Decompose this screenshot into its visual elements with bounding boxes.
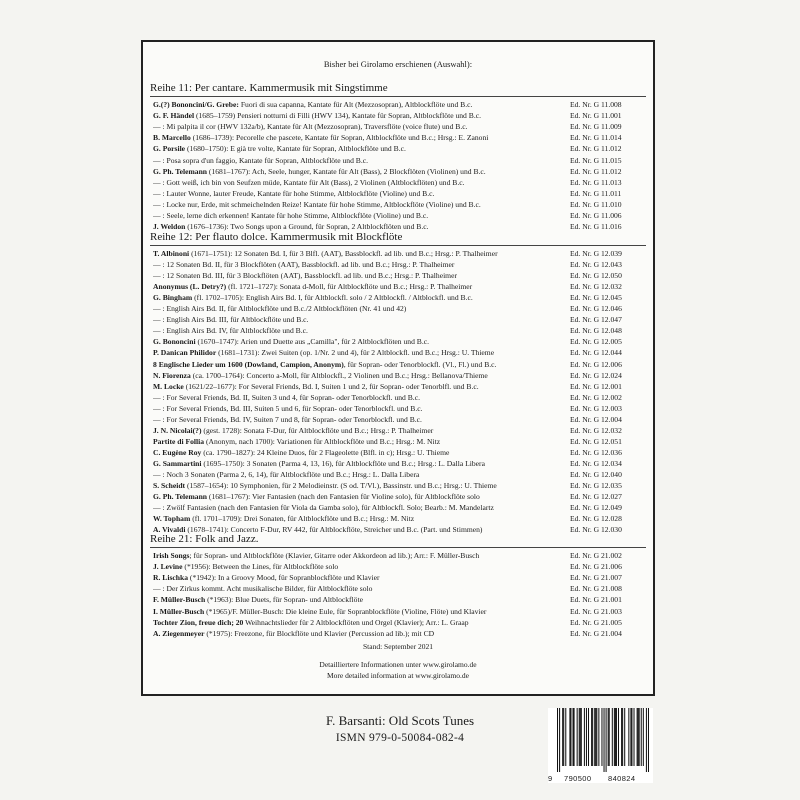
entry-work: — : Posa sopra d'un faggio, Kantate für Sopran, Altblockflöte und B.c. <box>153 155 369 165</box>
barcode-bar <box>577 708 578 766</box>
entry-description <box>153 436 568 447</box>
entry-description <box>153 491 568 502</box>
catalog-entry <box>153 403 644 414</box>
catalog-entry <box>153 166 644 177</box>
entry-work: — : 12 Sonaten Bd. III, für 3 Blockflöten (AAT), Bassblockfl. ad lib. und B.c.; Hrsg.: P. Thalheimer <box>153 271 457 281</box>
edition-number: Ed. Nr. G 21.005 <box>570 617 622 627</box>
entry-work: (fl. 1702–1705): English Airs Bd. I, für Altblockfl. solo / 2 Altblockfl. / Altblockfl. und B.c. <box>192 293 473 303</box>
edition-number: Ed. Nr. G 12.051 <box>570 436 622 446</box>
catalog-entry <box>153 347 644 358</box>
barcode-bar <box>565 708 566 766</box>
edition-number: Ed. Nr. G 11.014 <box>570 133 622 143</box>
edition-number: Ed. Nr. G 21.002 <box>570 551 622 560</box>
catalog-entry <box>153 110 644 121</box>
edition-number: Ed. Nr. G 12.035 <box>570 481 622 491</box>
entry-work: — : Noch 3 Sonaten (Parma 2, 6, 14), für Altblockflöte und B.c.; Hrsg.: L. Dalla Libera <box>153 470 420 479</box>
catalog-entry <box>153 132 644 143</box>
info-link-en[interactable]: More detailed information at www.girolamo.de <box>327 671 469 680</box>
catalog-entry <box>153 572 644 583</box>
barcode-bar <box>580 708 581 766</box>
entry-description <box>153 143 568 154</box>
entry-description <box>153 166 568 177</box>
entry-description <box>153 561 568 572</box>
catalog-entry <box>153 550 644 561</box>
barcode-bar <box>581 708 582 766</box>
barcode-bar <box>641 708 642 766</box>
barcode-bar <box>612 708 613 766</box>
entry-work: — : Seele, lerne dich erkennen! Kantate für hohe Stimme, Altblockflöte (Violine) und B.c. <box>153 211 429 220</box>
barcode-bar <box>591 708 592 766</box>
edition-number: Ed. Nr. G 12.044 <box>570 348 622 358</box>
entry-description <box>153 425 568 436</box>
entry-description <box>153 199 568 210</box>
barcode-bar <box>614 708 615 766</box>
entry-description <box>153 594 568 605</box>
barcode-bar <box>592 708 593 766</box>
catalog-entry <box>153 594 644 605</box>
barcode-bar <box>637 708 638 766</box>
edition-number: Ed. Nr. G 12.045 <box>570 293 622 303</box>
catalog-entry <box>153 99 644 110</box>
info-link-de[interactable]: Detailliertere Informationen unter www.girolamo.de <box>319 660 477 669</box>
entry-composer: G.(?) Bononcini/G. Grebe: <box>153 100 239 109</box>
catalog-entry <box>153 292 644 303</box>
entry-work: (*1956): Between the Lines, für Altblockflöte solo <box>182 562 339 572</box>
catalog-entry <box>153 370 644 381</box>
barcode-bar <box>606 708 607 772</box>
entry-composer: Irish Songs <box>153 551 190 560</box>
catalog-entry <box>153 583 644 594</box>
entry-composer: S. Scheidt <box>153 481 186 491</box>
entry-composer: F. Müller-Busch <box>153 595 206 605</box>
edition-number: Ed. Nr. G 11.015 <box>570 155 622 165</box>
catalog-entry <box>153 143 644 154</box>
catalog-entry <box>153 561 644 572</box>
entry-description <box>153 270 568 281</box>
entry-work: (1681–1767): Ach, Seele, hunger, Kantate für Alt (Bass), 2 Blockflöten (Violinen) und B.c. <box>207 166 486 176</box>
edition-number: Ed. Nr. G 11.001 <box>570 111 622 121</box>
catalog-entry <box>153 502 644 513</box>
edition-number: Ed. Nr. G 12.047 <box>570 315 622 325</box>
entry-work: (*1942): In a Groovy Mood, für Sopranblockflöte und Klavier <box>188 573 380 583</box>
entry-composer: P. Danican Philidor <box>153 348 217 358</box>
edition-number: Ed. Nr. G 12.043 <box>570 260 622 270</box>
barcode-left-digits: 790500 <box>564 774 592 783</box>
barcode-bar <box>648 708 649 772</box>
intro-text: Bisher bei Girolamo erschienen (Auswahl): <box>323 59 473 69</box>
entry-description <box>153 572 568 583</box>
entry-work: Fuori di sua capanna, Kantate für Alt (Mezzosopran), Altblockflöte und B.c. <box>238 100 473 109</box>
entry-description <box>153 480 568 491</box>
barcode-bar <box>622 708 623 766</box>
entry-work: — : Locke nur, Erde, mit schmeichelnden Reize! Kantate für hohe Stimme, Altblockflöte (Violine) und B.c. <box>153 199 481 209</box>
entry-description <box>153 110 568 121</box>
entry-composer: G. Ph. Telemann <box>153 492 208 502</box>
edition-number: Ed. Nr. G 12.002 <box>570 392 622 402</box>
entry-description <box>153 447 568 458</box>
barcode-bar <box>569 708 570 766</box>
edition-number: Ed. Nr. G 11.011 <box>570 188 622 198</box>
entry-work: (1676–1736): Two Songs upon a Ground, für Sopran, 2 Altblockflöten und B.c. <box>185 222 429 232</box>
barcode-bar <box>631 708 632 766</box>
edition-number: Ed. Nr. G 11.006 <box>570 211 622 220</box>
entry-description <box>153 403 568 414</box>
edition-number: Ed. Nr. G 12.027 <box>570 492 622 502</box>
edition-number: Ed. Nr. G 12.028 <box>570 514 622 524</box>
entry-work: (fl. 1701–1709): Drei Sonaten, für Altblockflöte und B.c.; Hrsg.: M. Nitz <box>190 514 415 524</box>
catalog-entry <box>153 628 644 639</box>
catalog-entry <box>153 121 644 132</box>
catalog-entry <box>153 414 644 425</box>
entry-description <box>153 583 568 594</box>
entry-work: (1695–1750): 3 Sonaten (Parma 4, 13, 16), für Altblockflöte und B.c.; Hrsg.: L. Dalla Libera <box>201 458 485 468</box>
entry-work: — : Lauter Wonne, lauter Freude, Kantate für hohe Stimme, Altblockflöte (Violine) und B.c. <box>153 188 435 198</box>
barcode-bar <box>639 708 640 766</box>
entry-work: — : Der Zirkus kommt. Acht musikalische Bilder, für Altblockflöte solo <box>153 584 373 594</box>
barcode-bar <box>601 708 602 766</box>
barcode-bar <box>638 708 639 766</box>
entry-description <box>153 210 568 221</box>
barcode-bar <box>646 708 647 772</box>
stand-date: Stand: September 2021 <box>363 642 433 651</box>
edition-number: Ed. Nr. G 11.010 <box>570 199 622 209</box>
catalog-entry <box>153 617 644 628</box>
barcode-bar <box>596 708 597 766</box>
catalog-entry <box>153 458 644 469</box>
entry-composer: I. Müller-Busch <box>153 606 205 616</box>
barcode-bar <box>624 708 625 766</box>
entry-composer: A. Vivaldi <box>153 525 186 535</box>
edition-number: Ed. Nr. G 12.048 <box>570 326 622 336</box>
book-title: F. Barsanti: Old Scots Tunes <box>325 713 475 728</box>
entry-description <box>153 381 568 392</box>
entry-description <box>153 177 568 188</box>
catalog-entry <box>153 606 644 617</box>
entry-composer: J. Levine <box>153 562 183 572</box>
edition-number: Ed. Nr. G 12.034 <box>570 458 622 468</box>
entry-work: (*1963): Blue Duets, für Sopran- und Altblockflöte <box>205 595 363 605</box>
catalog-entry <box>153 381 644 392</box>
entry-work: (1686–1739): Pecorelle che pascete, Kantate für Sopran, Altblockflöte und B.c.; Hrsg.: E. Zanoni <box>190 133 489 143</box>
entry-description <box>153 303 568 314</box>
edition-number: Ed. Nr. G 12.005 <box>570 337 622 347</box>
entry-work: (gest. 1728): Sonata F-Dur, für Altblockflöte und B.c.; Hrsg.: P. Thalheimer <box>201 425 434 435</box>
barcode-first-digit: 9 <box>548 774 553 783</box>
edition-number: Ed. Nr. G 21.007 <box>570 573 622 583</box>
barcode-bar <box>562 708 563 766</box>
entry-work: (fl. 1721–1727): Sonata d-Moll, für Altblockflöte und B.c.; Hrsg.: P. Thalheimer <box>226 282 473 292</box>
barcode-bar <box>608 708 609 766</box>
catalog-entry <box>153 436 644 447</box>
entry-description <box>153 458 568 469</box>
catalog-entry <box>153 177 644 188</box>
barcode-right-digits: 840824 <box>608 774 636 783</box>
barcode-bar <box>616 708 617 766</box>
entry-description <box>153 550 568 561</box>
entry-description <box>153 132 568 143</box>
entry-work: — : For Several Friends, Bd. II, Suiten 3 und 4, für Sopran- oder Tenorblockfl. und B.c. <box>153 392 420 402</box>
entry-work: (1587–1654): 10 Symphonien, für 2 Melodieinstr. (S od. T/Vl.), Bassinstr. und B.c.; Hrsg.: U. Thieme <box>185 481 497 491</box>
catalog-entry <box>153 359 644 370</box>
entry-description <box>153 155 568 166</box>
edition-number: Ed. Nr. G 11.012 <box>570 166 622 176</box>
entry-work: — : For Several Friends, Bd. IV, Suiten 7 und 8, für Sopran- oder Tenorblockfl. und B.c. <box>153 414 422 424</box>
entry-work: (1678–1741): Concerto F-Dur, RV 442, für Altblockflöte, Streicher und B.c. (Part. und Stimmen) <box>185 525 483 535</box>
catalog-frame <box>141 40 655 696</box>
section-divider <box>150 96 646 97</box>
entry-description <box>153 292 568 303</box>
entry-composer: Partite di Follia <box>153 436 205 446</box>
entry-composer: 8 Englische Lieder um 1600 (Dowland, Campion, Anonym) <box>153 359 344 369</box>
catalog-entry <box>153 259 644 270</box>
catalog-entry <box>153 281 644 292</box>
entry-description <box>153 99 568 110</box>
barcode <box>548 708 653 783</box>
section-divider <box>150 547 646 548</box>
catalog-entry <box>153 270 644 281</box>
barcode-bar <box>618 708 619 766</box>
catalog-entry <box>153 491 644 502</box>
entry-composer: J. N. Nicolai(?) <box>153 425 202 435</box>
entry-work: (*1965)/F. Müller-Busch: Die kleine Eule, für Sopranblockflöte (Violine, Flöte) und Klavier <box>204 606 487 616</box>
edition-number: Ed. Nr. G 11.009 <box>570 122 622 132</box>
entry-work: (ca. 1700–1764): Concerto a-Moll, für Altblockfl., 2 Violinen und B.c.; Hrsg.: Bellanova/Thieme <box>190 370 488 380</box>
entry-description <box>153 469 568 480</box>
entry-work: , für Sopran- oder Tenorblockfl. (Vl., Fl.) und B.c. <box>343 359 497 369</box>
barcode-bar <box>579 708 580 766</box>
entry-description <box>153 359 568 370</box>
barcode-bar <box>609 708 610 766</box>
entry-description <box>153 628 568 639</box>
catalog-entry <box>153 199 644 210</box>
catalog-entry <box>153 336 644 347</box>
entry-description <box>153 259 568 270</box>
edition-number: Ed. Nr. G 12.036 <box>570 447 622 457</box>
entry-description <box>153 414 568 425</box>
barcode-bar <box>594 708 595 766</box>
catalog-entry <box>153 314 644 325</box>
entry-description <box>153 121 568 132</box>
isbn-number: ISMN 979-0-50084-082-4 <box>335 732 465 744</box>
barcode-bar <box>559 708 560 772</box>
entry-description <box>153 188 568 199</box>
entry-description <box>153 392 568 403</box>
catalog-entry <box>153 248 644 259</box>
edition-number: Ed. Nr. G 12.030 <box>570 525 622 535</box>
barcode-bars <box>557 708 649 772</box>
edition-number: Ed. Nr. G 21.001 <box>570 595 622 605</box>
edition-number: Ed. Nr. G 12.032 <box>570 425 622 435</box>
entry-work: — : 12 Sonaten Bd. II, für 3 Blockflöten (AAT), Bassblockfl. ad lib. und B.c.; Hrsg.: P. Thalheimer <box>153 260 455 270</box>
edition-number: Ed. Nr. G 12.049 <box>570 503 622 513</box>
entry-composer: G. Ph. Telemann <box>153 166 208 176</box>
barcode-bar <box>563 708 564 766</box>
section-title-reihe-12: Reihe 12: Per flauto dolce. Kammermusik mit Blockflöte <box>150 231 403 243</box>
edition-number: Ed. Nr. G 12.001 <box>570 381 622 391</box>
barcode-bar <box>574 708 575 766</box>
edition-number: Ed. Nr. G 11.008 <box>570 100 622 109</box>
entry-composer: C. Eugène Roy <box>153 447 202 457</box>
entry-composer: Anonymus (L. Detry?) <box>153 282 227 292</box>
entry-composer: G. Sammartini <box>153 458 202 468</box>
barcode-bar <box>633 708 634 766</box>
edition-number: Ed. Nr. G 11.016 <box>570 222 622 232</box>
entry-description <box>153 325 568 336</box>
entry-composer: N. Fiorenza <box>153 370 191 380</box>
barcode-bar <box>557 708 558 772</box>
edition-number: Ed. Nr. G 12.050 <box>570 271 622 281</box>
section-title-reihe-21: Reihe 21: Folk and Jazz. <box>150 533 259 545</box>
entry-work: (1671–1751): 12 Sonaten Bd. I, für 3 Blfl. (AAT), Bassblockfl. ad lib. und B.c.; Hrsg.: P. Thalheimer <box>189 249 498 258</box>
barcode-bar <box>584 708 585 766</box>
barcode-bar <box>643 708 644 766</box>
entry-composer: A. Ziegenmeyer <box>153 628 205 638</box>
edition-number: Ed. Nr. G 21.008 <box>570 584 622 594</box>
barcode-bar <box>573 708 574 766</box>
catalog-entry <box>153 469 644 480</box>
section-title-reihe-11: Reihe 11: Per cantare. Kammermusik mit Singstimme <box>150 82 388 94</box>
edition-number: Ed. Nr. G 12.039 <box>570 249 622 258</box>
entry-work: — : English Airs Bd. IV, für Altblockflöte und B.c. <box>153 326 308 336</box>
entry-composer: G. F. Händel <box>153 111 195 121</box>
edition-number: Ed. Nr. G 21.003 <box>570 606 622 616</box>
entry-work: (1681–1767): Vier Fantasien (nach den Fantasien für Violine solo), für Altblockflöte solo <box>207 492 480 502</box>
entry-description <box>153 513 568 524</box>
entry-work: ; für Sopran- und Altblockflöte (Klavier, Gitarre oder Akkordeon ad lib.); Arr.: F. Müller-Busch <box>189 551 480 560</box>
edition-number: Ed. Nr. G 12.032 <box>570 282 622 292</box>
barcode-bar <box>598 708 599 766</box>
entry-description <box>153 370 568 381</box>
edition-number: Ed. Nr. G 12.040 <box>570 470 622 479</box>
barcode-bar <box>628 708 629 766</box>
catalog-entry <box>153 155 644 166</box>
entry-work: — : Mi palpita il cor (HWV 132a/b), Kantate für Alt (Mezzosopran), Traversflöte (voice flute) und B.c. <box>153 122 468 132</box>
entry-work: (ca. 1790–1827): 24 Kleine Duos, für 2 Flageolette (Blfl. in c); Hrsg.: U. Thieme <box>201 447 450 457</box>
entry-work: — : For Several Friends, Bd. III, Suiten 5 und 6, für Sopran- oder Tenorblockfl. und B.c. <box>153 403 423 413</box>
catalog-entry <box>153 513 644 524</box>
entry-work: Weihnachtslieder für 2 Altblockflöten und Orgel (Klavier); Arr.: L. Graap <box>243 617 469 627</box>
edition-number: Ed. Nr. G 12.003 <box>570 403 622 413</box>
catalog-entry <box>153 480 644 491</box>
entry-work: — : Zwölf Fantasien (nach den Fantasien für Viola da Gamba solo), für Altblockfl. Solo; Bearb.: M. Mandelartz <box>153 503 494 513</box>
entry-description <box>153 281 568 292</box>
edition-number: Ed. Nr. G 21.006 <box>570 562 622 572</box>
barcode-bar <box>621 708 622 766</box>
catalog-entry <box>153 425 644 436</box>
entry-description <box>153 502 568 513</box>
catalog-entry <box>153 303 644 314</box>
section-divider <box>150 245 646 246</box>
edition-number: Ed. Nr. G 11.012 <box>570 144 622 154</box>
entry-work: — : English Airs Bd. III, für Altblockflöte und B.c. <box>153 315 309 325</box>
entry-description <box>153 617 568 628</box>
entry-work: (1621/22–1677): For Several Friends, Bd. I, Suiten 1 und 2, für Sopran- oder Tenorblfl. und B.c. <box>183 381 479 391</box>
entry-composer: Tochter Zion, freue dich; 20 <box>153 617 244 627</box>
barcode-bar <box>595 708 596 766</box>
entry-composer: T. Albinoni <box>153 249 190 258</box>
catalog-entry <box>153 325 644 336</box>
edition-number: Ed. Nr. G 21.004 <box>570 628 622 638</box>
edition-number: Ed. Nr. G 12.024 <box>570 370 622 380</box>
entry-work: (1681–1731): Zwei Suiten (op. 1/Nr. 2 und 4), für 2 Altblockfl. und B.c.; Hrsg.: U. Thieme <box>216 348 495 358</box>
entry-work: (1680–1750): E già tre volte, Kantate für Sopran, Altblockflöte und B.c. <box>185 144 406 154</box>
edition-number: Ed. Nr. G 12.006 <box>570 359 622 369</box>
edition-number: Ed. Nr. G 11.013 <box>570 177 622 187</box>
entry-description <box>153 336 568 347</box>
entry-composer: R. Lischka <box>153 573 189 583</box>
edition-number: Ed. Nr. G 12.004 <box>570 414 622 424</box>
catalog-entry <box>153 188 644 199</box>
entry-composer: M. Locke <box>153 381 184 391</box>
entry-work: (1685–1759) Pensieri notturni di Filli (HWV 134), Kantate für Sopran, Altblockflöte und B.c. <box>194 111 481 121</box>
barcode-bar <box>630 708 631 766</box>
catalog-entry <box>153 392 644 403</box>
catalog-entry <box>153 210 644 221</box>
entry-description <box>153 606 568 617</box>
barcode-bar <box>586 708 587 766</box>
entry-description <box>153 314 568 325</box>
entry-work: — : English Airs Bd. II, für Altblockflöte und B.c./2 Altblockflöten (Nr. 41 und 42) <box>153 304 407 314</box>
entry-work: (1670–1747): Arien und Duette aus „Camilla", für 2 Altblockflöten und B.c. <box>195 337 430 347</box>
entry-composer: G. Bingham <box>153 293 193 303</box>
entry-work: — : Gott weiß, ich bin von Seufzen müde, Kantate für Alt (Bass), 2 Violinen (Altblockflöten) und B.c. <box>153 177 465 187</box>
barcode-bar <box>615 708 616 766</box>
barcode-bar <box>604 708 605 772</box>
edition-number: Ed. Nr. G 12.046 <box>570 304 622 314</box>
barcode-bar <box>570 708 571 766</box>
barcode-bar <box>588 708 589 766</box>
catalog-entry <box>153 447 644 458</box>
entry-composer: W. Topham <box>153 514 191 524</box>
entry-work: (Anonym, nach 1700): Variationen für Altblockflöte und B.c.; Hrsg.: M. Nitz <box>204 436 441 446</box>
entry-work: (*1975): Freezone, für Blockflöte und Klavier (Percussion ad lib.); mit CD <box>204 628 435 638</box>
entry-composer: J. Weldon <box>153 222 186 232</box>
entry-description <box>153 347 568 358</box>
entry-composer: G. Porsile <box>153 144 186 154</box>
entry-composer: B. Marcello <box>153 133 191 143</box>
entry-description <box>153 248 568 259</box>
entry-composer: G. Bononcini <box>153 337 196 347</box>
